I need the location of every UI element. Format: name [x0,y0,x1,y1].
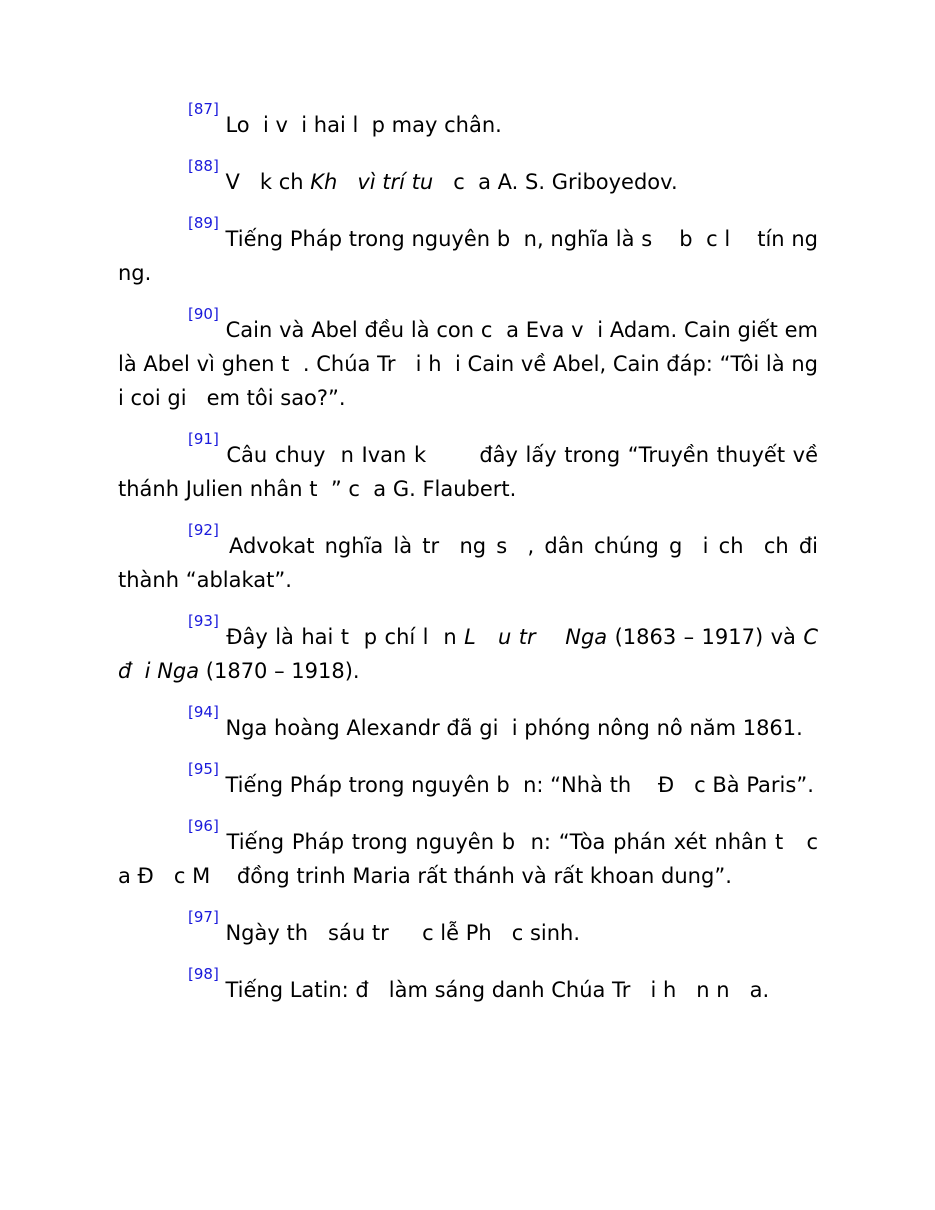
footnote-ref-link[interactable]: [88] [188,157,219,175]
footnote-text: Tiếng Pháp trong nguyên b n, nghĩa là s b c l tín ng ng. [118,227,845,285]
footnote-text: Lo i v i hai l p may chân. [218,113,502,137]
footnote-ref-link[interactable]: [95] [188,760,219,778]
footnote [118,305,845,415]
footnote [118,157,818,199]
footnote-ref-link[interactable]: [91] [188,430,219,448]
footnote-italic-title: Kh vì trí tu [310,170,434,194]
footnote [118,612,839,688]
footnote-text: (1863 – 1917) và [607,625,804,649]
footnote-ref-link[interactable]: [89] [188,214,219,232]
footnote-text: (1870 – 1918). [199,659,360,683]
footnote-text: c a A. S. Griboyedov. [433,170,678,194]
footnote-text: Nga hoàng Alexandr đã gi i phóng nông nô năm 1861. [218,716,803,740]
footnote-italic-title: C đ i Nga [118,625,839,683]
footnote-text: Câu chuy n Ivan k đây lấy trong “Truyền thuyết về thánh Julien nhân t ” c a G. Flaubert. [118,443,825,501]
footnote-text: Tiếng Pháp trong nguyên b n: “Nhà th Đ c Bà Paris”. [218,773,814,797]
footnote [118,703,818,745]
footnote-ref-link[interactable]: [92] [188,521,219,539]
footnote [118,100,818,142]
footnote [118,521,825,597]
footnote [118,908,818,950]
footnote-ref-link[interactable]: [97] [188,908,219,926]
footnote-ref-link[interactable]: [98] [188,965,219,983]
footnote [118,430,825,506]
footnote-ref-link[interactable]: [96] [188,817,219,835]
footnote [118,817,832,893]
footnote-text: Tiếng Pháp trong nguyên b n: “Tòa phán xét nhân t c a Đ c M đồng trinh Maria rất thánh và rất khoan dung”. [118,830,832,888]
footnote-italic-title: L u tr Nga [464,625,608,649]
footnote-text: Advokat nghĩa là tr ng s , dân chúng g i ch ch đi thành “ablakat”. [118,534,825,592]
footnote-text: Ngày th sáu tr c lễ Ph c sinh. [218,921,581,945]
footnote-text: Đây là hai t p chí l n [218,625,465,649]
footnote-ref-link[interactable]: [94] [188,703,219,721]
footnote-text: Cain và Abel đều là con c a Eva v i Adam. Cain giết em là Abel vì ghen t . Chúa Tr i h i Cain về Abel, Cain đáp: “Tôi là ng i coi gi em tôi sao?”. [118,318,845,410]
footnote-text: Tiếng Latin: đ làm sáng danh Chúa Tr i h n n a. [218,978,770,1002]
footnote [118,760,818,802]
footnote [118,965,818,1007]
footnote-text: V k ch [218,170,311,194]
footnotes-page [118,100,845,1030]
footnote-ref-link[interactable]: [90] [188,305,219,323]
footnote-ref-link[interactable]: [93] [188,612,219,630]
footnote-ref-link[interactable]: [87] [188,100,219,118]
footnote [118,214,845,290]
